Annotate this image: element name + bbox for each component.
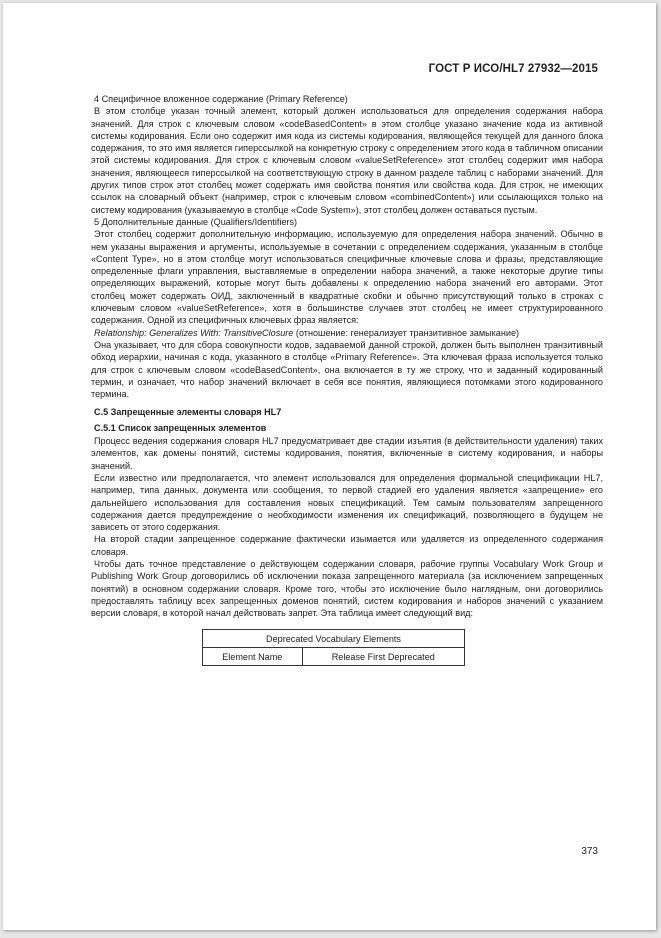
section-4-body: В этом столбце указан точный элемент, который должен использоваться для определения содержания набора значений. Для строк с ключевым словом «codeBasedContent» в этом столбце указано значение кода из активной системы кодирования. Если оно содержит имя кода из системы кодирования, являющейся текущей для данного блока содержания, то это имя является гиперссылкой на конкретную строку с определением этого кода в табличном описании этой системы кодирования. Для строк с ключевым словом «valueSetReference» этот столбец содержит имя набора значения, являющееся гиперссылкой на соответствующую строку в данном разделе таблиц с наборами значений. Для других типов строк этот столбец может содержать имя свойства понятия или свойства кода. Для строк, не имеющих ссылок на словарный объект (например, строк с ключевым словом «combinedContent») или ссылающихся только на систему кодирования (указываемую в столбце «Code System»), этот столбец должен оставаться пустым. xyxy=(91,106,603,215)
relationship-note: (отношение: генерализует транзитивное замыкание) xyxy=(293,327,520,338)
standard-header: ГОСТ Р ИСО/HL7 27932—2015 xyxy=(428,63,598,75)
c51-paragraph-1: Процесс ведения содержания словаря HL7 предусматривает две стадии изъятия (в действительности удаления) таких элементов, как домены понятий, системы кодирования, понятия, включенные в систему кодирования, и наборы значений. xyxy=(91,436,603,471)
table-caption: Deprecated Vocabulary Elements xyxy=(203,630,465,648)
c5-heading: С.5 Запрещенные элементы словаря HL7 xyxy=(94,407,282,418)
column-header-release-first-deprecated: Release First Deprecated xyxy=(302,648,464,666)
c51-paragraph-3: На второй стадии запрещенное содержание фактически изымается или удаляется из определенного содержания словаря. xyxy=(91,534,603,557)
table-header-row xyxy=(203,648,465,666)
section-4-heading: 4 Специфичное вложенное содержание (Primary Reference) xyxy=(94,94,348,104)
main-content xyxy=(91,93,603,666)
section-5-body: Этот столбец содержит дополнительную информацию, используемую для определения набора значений. Обычно в нем указаны выражения и аргументы, используемые в сочетании с определением содержания, указанным в столбце «Content Type», но в этом столбце могут использоваться специфичные ключевые слова и фразы, представляющие определенные флаги управления, выставляемые в определении набора значений, а также некоторые другие типы определяющих выражений, которые могут быть добавлены к определению набора значений его авторами. Этот столбец может содержать ОИД, заключенный в квадратные скобки и обычно присутствующий только в строках с ключевым словом «valueSetReference», хотя в большинстве случаев этот столбец не имеет структурированного содержания. Одной из специфичных ключевых фраз является: xyxy=(91,229,603,326)
column-header-element-name: Element Name xyxy=(203,648,303,666)
relationship-italic: Relationship: Generalizes With: TransitiveClosure xyxy=(94,327,294,338)
relationship-phrase xyxy=(91,327,603,339)
table-caption-row xyxy=(203,630,465,648)
deprecated-elements-table xyxy=(202,629,465,666)
c51-paragraph-2: Если известно или предполагается, что элемент использовался для определения формальной спецификации HL7, например, типа данных, документа или сообщения, то первой стадией его удаления является «запрещение» его дальнейшего использования для составления новых спецификаций. Тем самым пользователям запрещенного содержания дается предупреждение о необходимости изменения их спецификаций, позволяющего в будущем не зависеть от этого содержания. xyxy=(91,472,603,533)
section-5-heading: 5 Дополнительные данные (Qualifiers/Identifiers) xyxy=(94,216,298,227)
c51-paragraph-4: Чтобы дать точное представление о действующем содержании словаря, рабочие группы Vocabulary Work Group и Publishing Work Group договорились об исключении показа запрещенного материала (за исключением запрещенных понятий) в основном содержании словаря. Кроме того, чтобы это исключение было наглядным, они договорились предоставлять таблицу всех запрещенных доменов понятий, систем кодирования и наборов значений с указанием версии словаря, в которой начал действовать запрет. Эта таблица имеет следующий вид: xyxy=(91,558,603,619)
section-5-tail: Она указывает, что для сбора совокупности кодов, задаваемой данной строкой, должен быть выполнен транзитивный обход иерархии, начиная с кода, указанного в столбце «Primary Reference». Эта ключевая фраза используется только для строк с ключевым словом «codeBasedContent», она включается в ту же строку, что и заданный кодированный термин, и означает, что набор значений включает в себя все понятия, являющиеся потомками этого кодированного термина. xyxy=(91,339,603,400)
c51-heading: С.5.1 Список запрещенных элементов xyxy=(94,422,267,433)
page-number: 373 xyxy=(581,846,598,857)
document-page xyxy=(3,3,656,930)
